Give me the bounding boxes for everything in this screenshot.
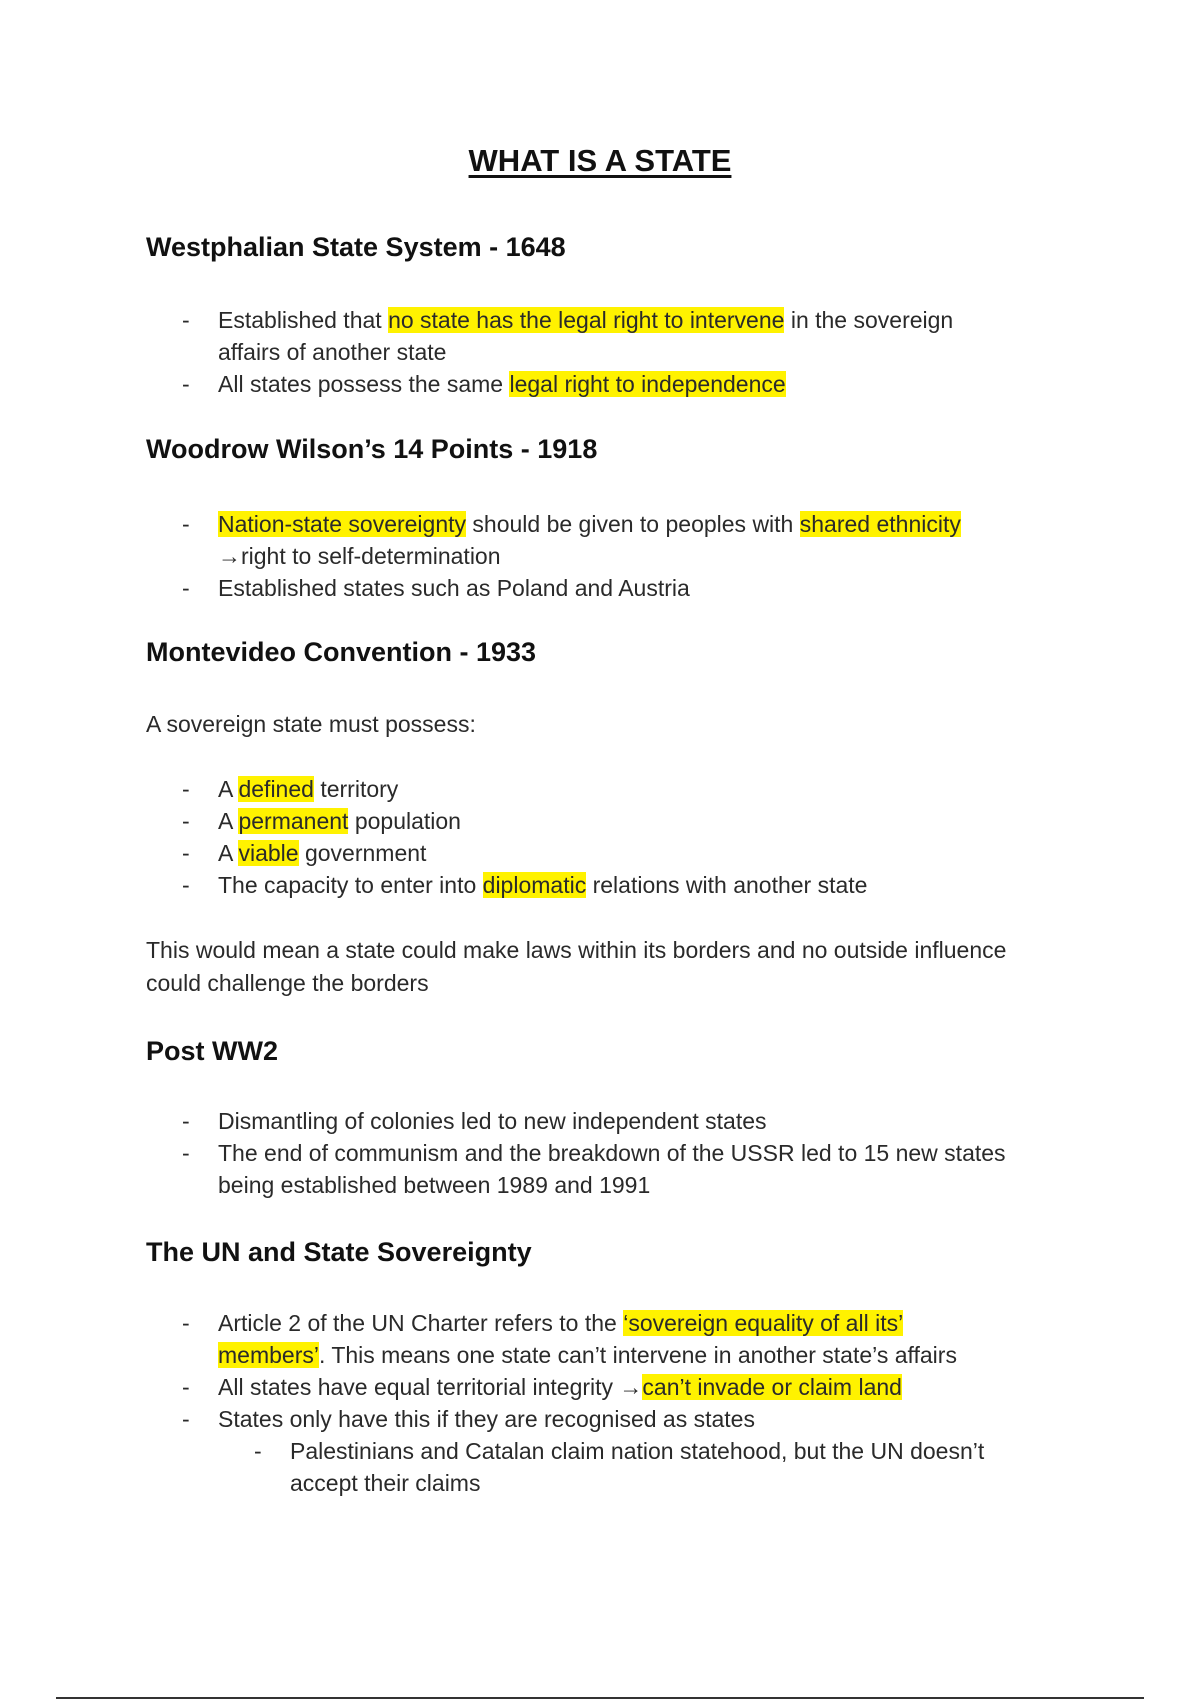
bullet-dash: -: [182, 371, 190, 397]
list-item: - Established that no state has the legal right to intervene in the sovereign affairs of another state: [0, 304, 1008, 368]
list-item: - Nation-state sovereignty should be given to peoples with shared ethnicity →right to self-determination: [0, 508, 1008, 572]
bullet-dash: -: [182, 1374, 190, 1400]
highlight: can’t invade or claim land: [642, 1374, 902, 1400]
bullet-dash: -: [182, 872, 190, 898]
list-item: - States only have this if they are recognised as states: [0, 1403, 1008, 1435]
bullet-dash: -: [182, 808, 190, 834]
bullet-dash: -: [182, 1310, 190, 1336]
list-item: - The capacity to enter into diplomatic relations with another state: [0, 869, 1008, 901]
highlight: permanent: [238, 808, 349, 834]
list-montevideo: [0, 773, 1100, 901]
highlight: Nation-state sovereignty: [218, 511, 467, 537]
highlight: shared ethnicity: [799, 511, 961, 537]
list-item: - All states have equal territorial integrity →can’t invade or claim land: [0, 1371, 1008, 1403]
heading-montevideo: Montevideo Convention - 1933: [146, 637, 537, 667]
sub-list-item: - Palestinians and Catalan claim nation statehood, but the UN doesn’t accept their claims: [0, 1435, 1030, 1499]
heading-un: The UN and State Sovereignty: [146, 1237, 532, 1267]
list-item: - All states possess the same legal right to independence: [0, 368, 1008, 400]
list-westphalian: [0, 304, 1100, 400]
list-un: [0, 1307, 1100, 1499]
bullet-dash: -: [182, 1406, 190, 1432]
bullet-dash: -: [254, 1438, 262, 1464]
montevideo-intro: A sovereign state must possess:: [146, 711, 476, 737]
list-item: - The end of communism and the breakdown of the USSR led to 15 new states being established between 1989 and 1991: [0, 1137, 1008, 1201]
list-postww2: [0, 1105, 1100, 1201]
highlight: ‘sovereign equality of all its’ members’: [218, 1310, 904, 1368]
bullet-dash: -: [182, 1140, 190, 1166]
heading-wilson: Woodrow Wilson’s 14 Points - 1918: [146, 434, 598, 464]
highlight: defined: [238, 776, 314, 802]
heading-postww2: Post WW2: [146, 1036, 278, 1066]
page-bottom-rule: [56, 1697, 1144, 1699]
list-item: - A defined territory: [0, 773, 1008, 805]
list-item: - Established states such as Poland and Austria: [0, 572, 1008, 604]
bullet-dash: -: [182, 575, 190, 601]
highlight: no state has the legal right to intervene: [388, 307, 785, 333]
list-item: - A permanent population: [0, 805, 1008, 837]
page-title: WHAT IS A STATE: [468, 143, 732, 178]
montevideo-outro: This would mean a state could make laws within its borders and no outside influence could challenge the borders: [146, 937, 1007, 996]
bullet-dash: -: [182, 511, 190, 537]
list-item: - Article 2 of the UN Charter refers to the ‘sovereign equality of all its’ members’. This means one state can’t intervene in another state’s affairs: [0, 1307, 1008, 1371]
bullet-dash: -: [182, 840, 190, 866]
highlight: diplomatic: [482, 872, 587, 898]
highlight: legal right to independence: [509, 371, 786, 397]
list-item: - Dismantling of colonies led to new independent states: [0, 1105, 1008, 1137]
bullet-dash: -: [182, 1108, 190, 1134]
bullet-dash: -: [182, 776, 190, 802]
list-item: - A viable government: [0, 837, 1008, 869]
bullet-dash: -: [182, 307, 190, 333]
list-wilson: [0, 508, 1100, 604]
highlight: viable: [238, 840, 299, 866]
heading-westphalian: Westphalian State System - 1648: [146, 232, 566, 262]
